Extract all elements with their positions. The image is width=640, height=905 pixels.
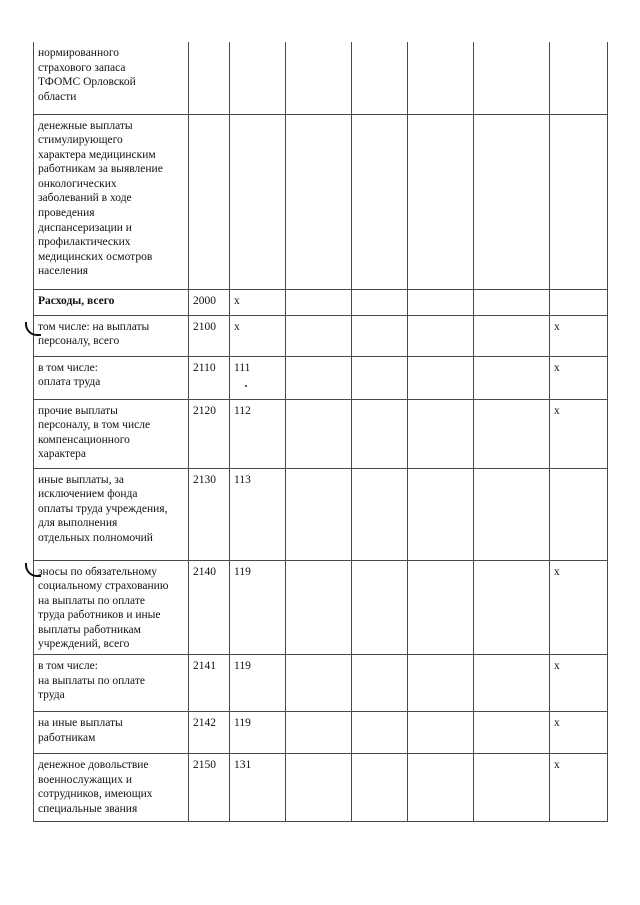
row-name-cell: том числе: на выплаты персоналу, всего — [34, 315, 189, 356]
row-name-cell: зносы по обязательному социальному страхованию на выплаты по оплате труда работников и иные выплаты работникам учреждений, всего — [34, 560, 189, 655]
row-empty-cell — [408, 712, 474, 754]
row-code-cell: 2141 — [189, 655, 230, 712]
row-empty-cell — [352, 712, 408, 754]
row-empty-cell — [474, 315, 550, 356]
row-empty-cell — [286, 712, 352, 754]
row-kbk-cell — [230, 42, 286, 114]
bracket-mark-1 — [25, 322, 41, 336]
row-empty-cell — [286, 655, 352, 712]
row-empty-cell — [474, 114, 550, 289]
row-kbk-cell: 113 — [230, 468, 286, 560]
row-mark-cell — [550, 468, 608, 560]
row-kbk-cell: 119 — [230, 655, 286, 712]
row-mark-cell: x — [550, 560, 608, 655]
row-empty-cell — [286, 315, 352, 356]
row-code-cell: 2000 — [189, 289, 230, 315]
row-kbk-cell: 111 — [230, 356, 286, 399]
row-empty-cell — [352, 356, 408, 399]
bracket-mark-2 — [25, 563, 41, 577]
row-empty-cell — [352, 114, 408, 289]
row-empty-cell — [408, 42, 474, 114]
row-code-cell — [189, 42, 230, 114]
row-empty-cell — [474, 289, 550, 315]
row-kbk-cell: 112 — [230, 399, 286, 468]
row-empty-cell — [352, 289, 408, 315]
row-name-cell: в том числе: на выплаты по оплате труда — [34, 655, 189, 712]
row-empty-cell — [474, 399, 550, 468]
row-name-cell: денежное довольствие военнослужащих и сотрудников, имеющих специальные звания — [34, 754, 189, 822]
row-kbk-cell: 119 — [230, 560, 286, 655]
row-empty-cell — [408, 468, 474, 560]
row-kbk-cell: x — [230, 289, 286, 315]
table-row — [34, 114, 608, 289]
row-kbk-cell — [230, 114, 286, 289]
row-empty-cell — [408, 560, 474, 655]
row-code-cell: 2110 — [189, 356, 230, 399]
table-row — [34, 712, 608, 754]
row-kbk-cell: 131 — [230, 754, 286, 822]
row-code-cell: 2150 — [189, 754, 230, 822]
table-row — [34, 289, 608, 315]
row-name-cell: на иные выплаты работникам — [34, 712, 189, 754]
stray-dot — [245, 385, 247, 387]
row-empty-cell — [352, 655, 408, 712]
row-kbk-cell: 119 — [230, 712, 286, 754]
table-row — [34, 42, 608, 114]
row-kbk-cell: x — [230, 315, 286, 356]
table-row — [34, 754, 608, 822]
row-empty-cell — [408, 754, 474, 822]
table-row — [34, 468, 608, 560]
row-empty-cell — [286, 560, 352, 655]
row-empty-cell — [474, 655, 550, 712]
row-empty-cell — [286, 356, 352, 399]
row-name-cell: в том числе: оплата труда — [34, 356, 189, 399]
row-code-cell: 2130 — [189, 468, 230, 560]
row-code-cell: 2140 — [189, 560, 230, 655]
row-empty-cell — [352, 42, 408, 114]
row-empty-cell — [408, 315, 474, 356]
row-empty-cell — [286, 754, 352, 822]
row-code-cell — [189, 114, 230, 289]
table-row — [34, 655, 608, 712]
row-name-cell: денежные выплаты стимулирующего характера медицинским работникам за выявление онкологических заболеваний в ходе проведения диспансеризации и профилактических медицинских осмотров населения — [34, 114, 189, 289]
table-row — [34, 560, 608, 655]
row-mark-cell — [550, 42, 608, 114]
row-empty-cell — [352, 560, 408, 655]
row-mark-cell: x — [550, 315, 608, 356]
row-empty-cell — [286, 114, 352, 289]
row-mark-cell: x — [550, 356, 608, 399]
row-mark-cell: x — [550, 399, 608, 468]
row-code-cell: 2120 — [189, 399, 230, 468]
budget-table — [33, 42, 608, 822]
row-empty-cell — [286, 399, 352, 468]
row-empty-cell — [408, 114, 474, 289]
row-empty-cell — [474, 712, 550, 754]
row-empty-cell — [474, 560, 550, 655]
row-empty-cell — [352, 399, 408, 468]
row-empty-cell — [286, 468, 352, 560]
row-empty-cell — [474, 468, 550, 560]
row-code-cell: 2142 — [189, 712, 230, 754]
table-body — [34, 42, 608, 822]
row-mark-cell — [550, 114, 608, 289]
row-empty-cell — [352, 468, 408, 560]
table-row — [34, 399, 608, 468]
table-row — [34, 315, 608, 356]
row-empty-cell — [352, 754, 408, 822]
row-empty-cell — [408, 356, 474, 399]
row-empty-cell — [408, 399, 474, 468]
row-name-cell: нормированного страхового запаса ТФОМС Орловской области — [34, 42, 189, 114]
row-mark-cell: x — [550, 655, 608, 712]
row-mark-cell — [550, 289, 608, 315]
row-empty-cell — [286, 42, 352, 114]
row-mark-cell: x — [550, 712, 608, 754]
row-name-cell: иные выплаты, за исключением фонда оплаты труда учреждения, для выполнения отдельных полномочий — [34, 468, 189, 560]
row-empty-cell — [408, 655, 474, 712]
row-mark-cell: x — [550, 754, 608, 822]
row-empty-cell — [474, 356, 550, 399]
row-code-cell: 2100 — [189, 315, 230, 356]
row-name-cell: Расходы, всего — [34, 289, 189, 315]
row-empty-cell — [286, 289, 352, 315]
row-empty-cell — [352, 315, 408, 356]
table-row — [34, 356, 608, 399]
row-empty-cell — [474, 42, 550, 114]
row-empty-cell — [474, 754, 550, 822]
row-empty-cell — [408, 289, 474, 315]
row-name-cell: прочие выплаты персоналу, в том числе компенсационного характера — [34, 399, 189, 468]
